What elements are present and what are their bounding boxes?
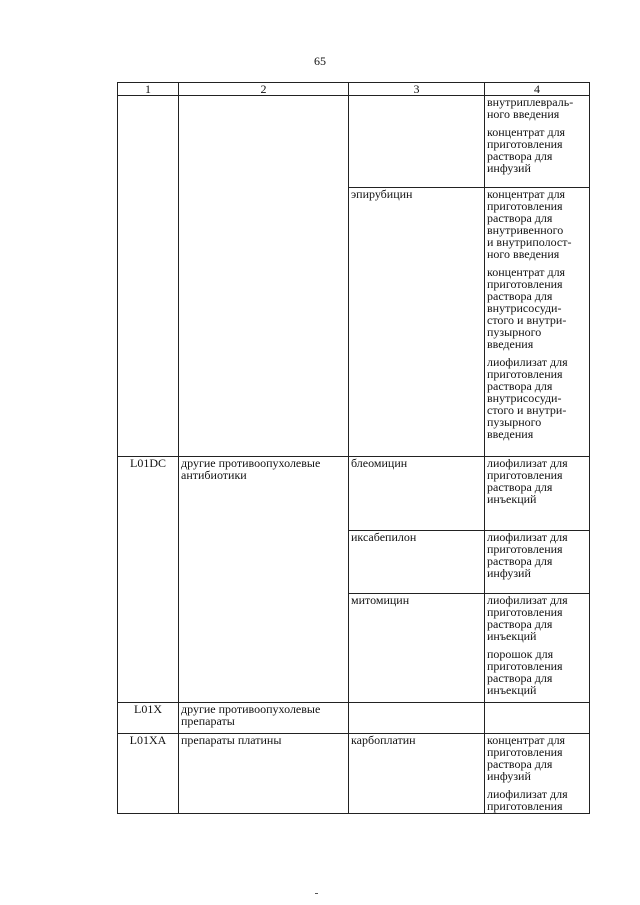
dosage-forms-cell (485, 703, 590, 734)
drug-name-cell (349, 703, 485, 734)
drug-table (117, 82, 590, 814)
table-row (118, 734, 590, 814)
atc-code-cell: L01DC (118, 457, 179, 703)
drug-name-cell (349, 96, 485, 188)
drug-name-cell: эпирубицин (349, 188, 485, 457)
dosage-form: концентрат для приготовления раствора для инфузий (487, 733, 566, 783)
column-header-4: 4 (485, 83, 590, 96)
dosage-form: концентрат для приготовления раствора для инфузий (487, 125, 566, 175)
dosage-form: лиофилизат для приготовления (487, 787, 568, 813)
atc-code-cell: L01X (118, 703, 179, 734)
dosage-forms-cell (485, 188, 590, 457)
dosage-form: лиофилизат для приготовления раствора для инфузий (487, 530, 568, 580)
dosage-form: порошок для приготовления раствора для инъекций (487, 647, 563, 697)
drug-name-cell: иксабепилон (349, 531, 485, 594)
group-name-cell: другие противоопухолевые препараты (179, 703, 349, 734)
dosage-forms-cell (485, 734, 590, 814)
dosage-form: концентрат для приготовления раствора для внутривенного и внутриполост- ного введения (487, 187, 572, 261)
dosage-form: концентрат для приготовления раствора для внутрисосуди- стого и внутри- пузырного введения (487, 265, 567, 351)
table-row (118, 703, 590, 734)
table-row (118, 96, 590, 188)
group-name-cell: другие противоопухолевые антибиотики (179, 457, 349, 703)
page-number: 65 (314, 54, 326, 68)
column-header-1: 1 (118, 83, 179, 96)
dosage-form: лиофилизат для приготовления раствора для инъекций (487, 593, 568, 643)
dosage-form: лиофилизат для приготовления раствора для инъекций (487, 456, 568, 506)
header-row (118, 83, 590, 96)
group-name-cell (179, 96, 349, 457)
atc-code-cell: L01XA (118, 734, 179, 814)
dosage-forms-cell (485, 457, 590, 531)
drug-name-cell: карбоплатин (349, 734, 485, 814)
dosage-form: лиофилизат для приготовления раствора для внутрисосуди- стого и внутри- пузырного введения (487, 355, 568, 441)
table-row (118, 457, 590, 531)
column-header-2: 2 (179, 83, 349, 96)
dosage-forms-cell (485, 96, 590, 188)
dosage-forms-cell (485, 531, 590, 594)
scan-mark (315, 893, 318, 894)
drug-name-cell: блеомицин (349, 457, 485, 531)
atc-code-cell (118, 96, 179, 457)
drug-name-cell: митомицин (349, 594, 485, 703)
dosage-form: внутриплевраль- ного введения (487, 95, 574, 121)
group-name-cell: препараты платины (179, 734, 349, 814)
column-header-3: 3 (349, 83, 485, 96)
dosage-forms-cell (485, 594, 590, 703)
